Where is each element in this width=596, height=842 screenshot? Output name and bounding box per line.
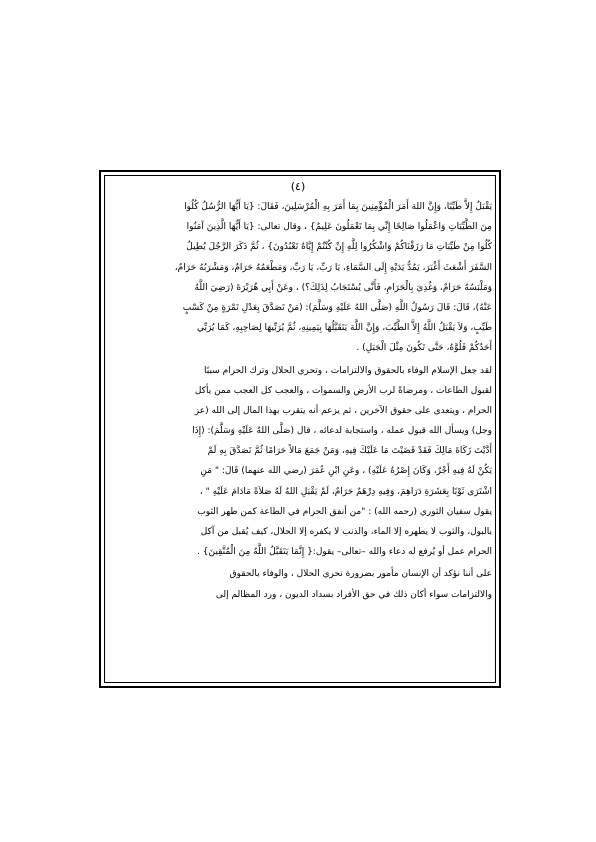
text-line: السَّفَرَ أَشْعَثَ أَغْبَرَ، يَمُدُّ يَدَيْهِ إِلَى السَّمَاءِ، يَا رَبِّ، يَا رَبِّ، وَمَطْعَمُهُ حَرَامٌ، وَمَشْرَبُهُ حَرَامٌ، [174, 262, 492, 273]
text-line: الحرام ، ويتعدى على حقوق الآخرين ، ثم يزعم أنه يتقرب بهذا المال إلى الله (عز [194, 405, 492, 416]
text-line: لقد جعل الإسلام الوفاء بالحقوق والالتزامات ، وتحري الحلال وترك الحرام سببًا [204, 365, 492, 376]
paragraph [108, 564, 492, 604]
text-line: الحرام عمل أو يُرفع له دعاء والله –تعالى– يقول:{ إِنَّمَا يَتَقَبَّلُ اللَّهُ مِنَ الْمُتَّقِينَ} . [197, 547, 492, 558]
paragraph [108, 197, 492, 359]
page-content [108, 197, 492, 605]
text-line: اشْتَرَى ثَوْبًا بِعَشَرَةِ دَرَاهِمَ، وَفِيهِ دِرْهَمٌ حَرَامٌ، لَمْ يَقْبَلِ اللهُ لَهُ صَلاَةً مَادَامَ عَلَيْهِ " ، [199, 486, 492, 497]
text-line: طَيِّبٍ، وَلاَ يَقْبَلُ اللَّهُ إِلاَّ الطَّيِّبَ، وَإِنَّ اللَّهَ يَتَقَبَّلُهَا بِيَمِينِهِ، ثُمَّ يُرَبِّيهَا لِصَاحِبِهِ، كَمَا يُرَبِّي [196, 323, 492, 334]
text-line: كُلُوا مِنْ طَيِّبَاتِ مَا رَزَقْنَاكُمْ وَاشْكُرُوا لِلَّهِ إِنْ كُنْتُمْ إِيَّاهُ تَعْبُدُونَ} ، ثُمَّ ذَكَرَ الرَّجُلَ يُطِيلُ [186, 242, 492, 253]
text-line: والالتزامات سواء أكان ذلك في حق الأفراد بسداد الديون ، ورد المظالم إلى [215, 589, 492, 600]
text-line: وَمَلْبَسُهُ حَرَامٌ، وَغُذِيَ بِالْحَرَامِ، فَأَنَّى يُسْتَجَابُ لِذَلِكَ؟) ، وعَنْ أَبِي هُرَيْرَةَ (رَضِيَ اللَّهُ [194, 282, 492, 293]
paragraph [108, 361, 492, 563]
text-line: أَحَدُكُمْ فَلُوَّهُ، حَتَّى تَكُونَ مِثْلَ الْجَبَلِ) . [356, 343, 492, 354]
text-line: يقول سفيان الثوري (رحمه الله) : "من أنفق الحرام في الطاعة كمن طهر الثوب [197, 506, 492, 517]
text-line: لقبول الطاعات ، ومرضاةً لرب الأرض والسموات ، والعجب كل العجب ممن يأكل [194, 385, 492, 396]
text-line: بالبول، والثوب لا يطهره إلا الماء، والذنب لا يكفره إلا الحلال، كيف يُقبل من آكل [200, 527, 492, 537]
text-line: أَدَّيْتَ زَكَاةَ مَالِكَ فَقَدْ قَضَيْتَ مَا عَلَيْكَ فِيهِ، وَمَنْ جَمَعَ مَالاً حَرَامًا ثُمَّ تَصَدَّقَ بِهِ لَمْ [207, 446, 492, 457]
text-line: عَنْهُ)، قَالَ: قَالَ رَسُولُ اللَّهِ (صَلَّى اللهُ عَلَيْهِ وَسَلَّمَ): (مَنْ تَصَدَّقَ بِعَدْلِ تَمْرَةٍ مِنْ كَسْبٍ [182, 302, 492, 313]
page-number: (٤) [290, 180, 306, 193]
text-line: مِنَ الطَّيِّبَاتِ وَاعْمَلُوا صَالِحًا إِنِّي بِمَا تَعْمَلُونَ عَلِيمٌ} ، وقال تعالى: {يَا أَيُّهَا الَّذِينَ آمَنُوا [186, 222, 492, 233]
text-line: على أننا نؤكد أن الإنسان مأمور بضرورة تحري الحلال ، والوفاء بالحقوق [229, 569, 492, 580]
text-line: يَكُنْ لَهُ فِيهِ أَجْرٌ، وَكَانَ إِصْرُهُ عَلَيْهِ) ، وعَنِ ابْنِ عُمَرَ (رضي الله عنهما) قَالَ: " مَنِ [200, 466, 492, 477]
text-line: يَقْبَلُ إِلاَّ طَيِّبًا، وَإِنَّ اللهَ أَمَرَ الْمُؤْمِنِينَ بِمَا أَمَرَ بِهِ الْمُرْسَلِينَ، فَقَالَ: {يَا أَيُّهَا الرُّسُلُ كُلُوا [184, 202, 492, 212]
text-line: وجل) ويسأل الله قبول عمله ، واستجابة لدعائه ، قال (صَلَّى اللهُ عَلَيْهِ وَسَلَّمَ): (إِذَا [192, 426, 492, 437]
